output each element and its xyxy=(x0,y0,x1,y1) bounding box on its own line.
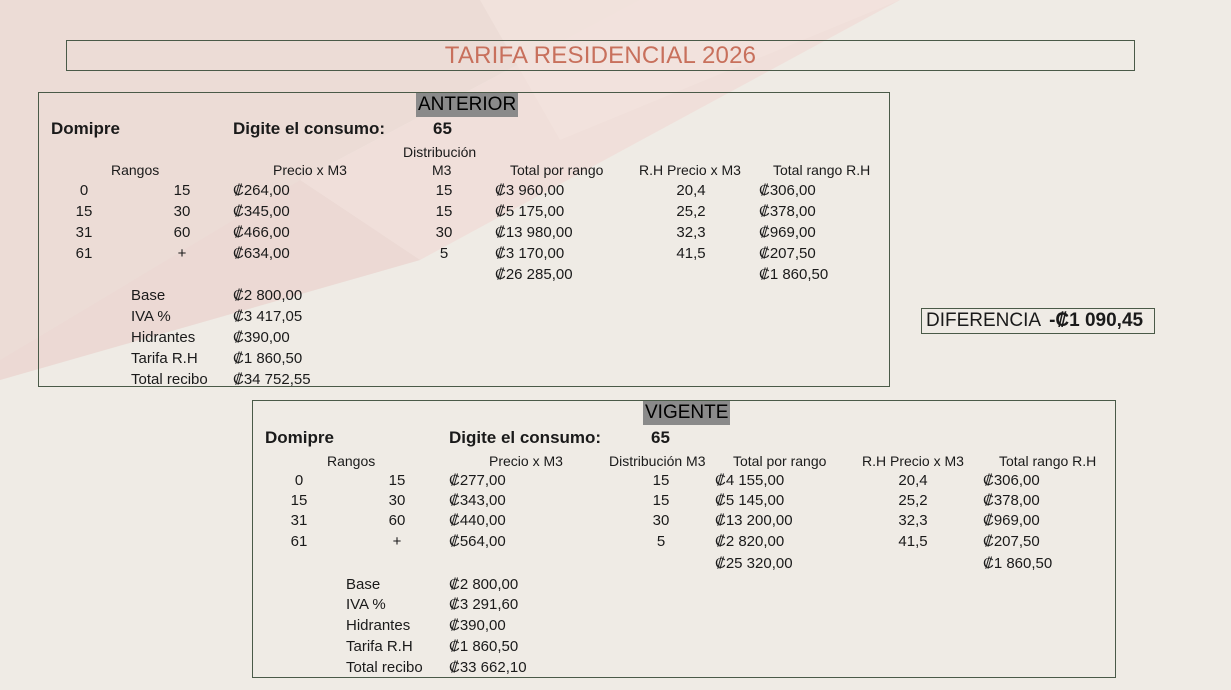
precio: ₡466,00 xyxy=(233,224,290,241)
rh-total: ₡378,00 xyxy=(983,492,1040,509)
total: ₡13 980,00 xyxy=(495,224,573,241)
m3: 15 xyxy=(652,472,670,489)
range-to: 60 xyxy=(173,224,191,241)
m3: 5 xyxy=(656,533,666,550)
title-box xyxy=(66,40,1135,71)
range-from: 15 xyxy=(75,203,93,220)
consumo-input[interactable]: 65 xyxy=(433,119,452,138)
summary-value: ₡3 417,05 xyxy=(233,308,303,325)
precio: ₡564,00 xyxy=(449,533,506,550)
sum-rh-total: ₡1 860,50 xyxy=(983,555,1053,572)
range-from: 61 xyxy=(75,245,93,262)
header-distribucion: Distribución xyxy=(403,144,477,160)
consumo-label: Digite el consumo: xyxy=(449,428,602,447)
precio: ₡277,00 xyxy=(449,472,506,489)
summary-label: IVA % xyxy=(346,596,386,613)
rh-total: ₡969,00 xyxy=(759,224,816,241)
anterior-tag: ANTERIOR xyxy=(418,94,517,115)
rh-total: ₡306,00 xyxy=(983,472,1040,489)
domipre-label: Domipre xyxy=(265,428,334,447)
total: ₡3 960,00 xyxy=(495,182,565,199)
consumo-label: Digite el consumo: xyxy=(233,119,386,138)
summary-value: ₡2 800,00 xyxy=(233,287,303,304)
rh-precio: 32,3 xyxy=(676,224,706,241)
range-from: 31 xyxy=(75,224,93,241)
range-from: 61 xyxy=(290,533,308,550)
summary-value: ₡1 860,50 xyxy=(233,350,303,367)
consumo-input[interactable]: 65 xyxy=(651,428,670,447)
rh-precio: 41,5 xyxy=(676,245,706,262)
summary-label: IVA % xyxy=(131,308,171,325)
header-rh-total: Total rango R.H xyxy=(999,453,1097,469)
summary-value: ₡33 662,10 xyxy=(449,659,527,676)
summary-label: Hidrantes xyxy=(346,617,411,634)
precio: ₡634,00 xyxy=(233,245,290,262)
m3: 30 xyxy=(652,512,670,529)
range-to: 30 xyxy=(173,203,191,220)
total: ₡2 820,00 xyxy=(715,533,785,550)
header-precio: Precio x M3 xyxy=(489,453,563,469)
total: ₡5 145,00 xyxy=(715,492,785,509)
sum-total: ₡25 320,00 xyxy=(715,555,793,572)
range-from: 0 xyxy=(79,182,89,199)
vigente-panel xyxy=(252,400,1116,678)
total: ₡4 155,00 xyxy=(715,472,785,489)
summary-label: Hidrantes xyxy=(131,329,196,346)
rh-precio: 25,2 xyxy=(676,203,706,220)
header-m3: M3 xyxy=(432,162,452,178)
precio: ₡343,00 xyxy=(449,492,506,509)
summary-value: ₡390,00 xyxy=(449,617,506,634)
header-rangos: Rangos xyxy=(111,162,160,178)
range-to: 30 xyxy=(388,492,406,509)
header-rangos: Rangos xyxy=(327,453,376,469)
rh-precio: 25,2 xyxy=(898,492,928,509)
summary-label: Base xyxy=(131,287,166,304)
diferencia-value: -₡1 090,45 xyxy=(1049,310,1144,331)
rh-total: ₡306,00 xyxy=(759,182,816,199)
sum-rh-total: ₡1 860,50 xyxy=(759,266,829,283)
summary-value: ₡1 860,50 xyxy=(449,638,519,655)
total: ₡5 175,00 xyxy=(495,203,565,220)
header-distribucion: Distribución M3 xyxy=(609,453,706,469)
vigente-tag: VIGENTE xyxy=(645,402,729,423)
summary-value: ₡3 291,60 xyxy=(449,596,519,613)
rh-precio: 20,4 xyxy=(898,472,928,489)
range-to: 60 xyxy=(388,512,406,529)
precio: ₡345,00 xyxy=(233,203,290,220)
precio: ₡264,00 xyxy=(233,182,290,199)
total: ₡13 200,00 xyxy=(715,512,793,529)
rh-total: ₡207,50 xyxy=(983,533,1040,550)
summary-value: ₡34 752,55 xyxy=(233,371,311,388)
range-to: + xyxy=(392,533,402,550)
m3: 5 xyxy=(439,245,449,262)
precio: ₡440,00 xyxy=(449,512,506,529)
header-total: Total por rango xyxy=(510,162,604,178)
sum-total: ₡26 285,00 xyxy=(495,266,573,283)
header-rh-precio: R.H Precio x M3 xyxy=(862,453,964,469)
page-title: TARIFA RESIDENCIAL 2026 xyxy=(444,41,757,69)
rh-precio: 41,5 xyxy=(898,533,928,550)
summary-label: Total recibo xyxy=(346,659,423,676)
header-rh-total: Total rango R.H xyxy=(773,162,871,178)
m3: 15 xyxy=(435,182,453,199)
summary-label: Tarifa R.H xyxy=(346,638,413,655)
m3: 15 xyxy=(652,492,670,509)
header-total: Total por rango xyxy=(733,453,827,469)
summary-value: ₡390,00 xyxy=(233,329,290,346)
header-precio: Precio x M3 xyxy=(273,162,347,178)
diferencia-box xyxy=(921,308,1155,334)
summary-label: Tarifa R.H xyxy=(131,350,198,367)
range-to: + xyxy=(177,245,187,262)
range-to: 15 xyxy=(388,472,406,489)
rh-precio: 20,4 xyxy=(676,182,706,199)
summary-value: ₡2 800,00 xyxy=(449,576,519,593)
m3: 15 xyxy=(435,203,453,220)
header-rh-precio: R.H Precio x M3 xyxy=(639,162,741,178)
range-to: 15 xyxy=(173,182,191,199)
total: ₡3 170,00 xyxy=(495,245,565,262)
range-from: 31 xyxy=(290,512,308,529)
summary-label: Total recibo xyxy=(131,371,208,388)
m3: 30 xyxy=(435,224,453,241)
range-from: 15 xyxy=(290,492,308,509)
summary-label: Base xyxy=(346,576,381,593)
rh-total: ₡207,50 xyxy=(759,245,816,262)
rh-total: ₡378,00 xyxy=(759,203,816,220)
range-from: 0 xyxy=(294,472,304,489)
rh-total: ₡969,00 xyxy=(983,512,1040,529)
diferencia-label: DIFERENCIA xyxy=(926,310,1042,331)
rh-precio: 32,3 xyxy=(898,512,928,529)
anterior-panel xyxy=(38,92,890,387)
domipre-label: Domipre xyxy=(51,119,120,138)
